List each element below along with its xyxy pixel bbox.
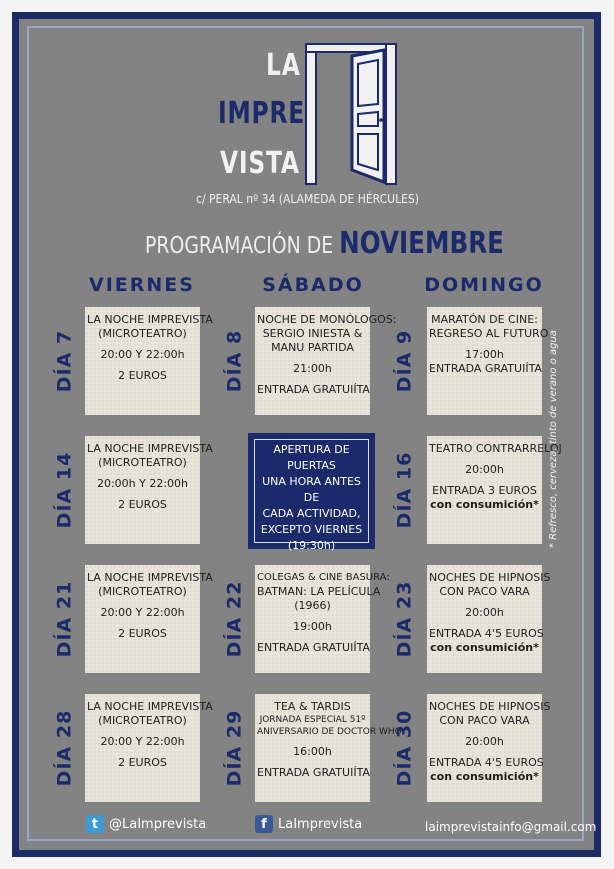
notice-line: APERTURA DE PUERTAS [273,443,350,472]
event-card [85,565,213,673]
facebook-page [255,815,362,833]
day-label: DÍA 29 [223,709,246,787]
event-line: ENTRADA 4'5 EUROS [429,756,544,769]
opening-notice-text [254,439,369,552]
event-card [85,694,213,802]
program-title [145,226,504,261]
event-line-spacer [257,759,368,766]
event-line: 16:00h [293,745,332,758]
event-line: NOCHES DE HIPNOSIS [429,700,551,713]
event-line-spacer [257,355,368,362]
day-label: DÍA 30 [393,709,416,787]
event-card [427,694,551,802]
event-line: NOCHES DE HIPNOSIS [429,571,551,584]
consumption-footnote: * Refresco, cerveza, tinto de verano o agua [548,330,559,548]
event-card [85,436,213,544]
event-line: LA NOCHE IMPREVISTA [87,571,213,584]
day-label: DÍA 14 [53,451,76,529]
event-line-spacer [87,728,198,735]
event-line: 2 EUROS [118,756,167,769]
event-card [255,694,402,802]
day-label: DÍA 9 [393,329,416,393]
event-line: ANIVERSARIO DE DOCTOR WHO [257,727,402,737]
event-line-spacer [87,470,198,477]
event-line: 2 EUROS [118,498,167,511]
day-label: DÍA 22 [223,580,246,658]
program-title-prefix: PROGRAMACIÓN DE [145,233,340,259]
twitter-handle [86,815,206,833]
event-line: COLEGAS & CINE BASURA: [257,572,390,583]
event-line: 17:00h [465,348,504,361]
event-line: LA NOCHE IMPREVISTA [87,700,213,713]
twitter-text: @LaImprevista [109,816,207,832]
event-line: ENTRADA 3 EUROS [432,484,537,497]
event-line-spacer [87,620,198,627]
facebook-text: LaImprevista [278,816,363,832]
notice-line: CADA ACTIVIDAD, [262,507,361,520]
event-line: ENTRADA GRATUIÍTA [257,766,370,779]
event-line: MANU PARTIDA [271,341,354,354]
event-card [427,565,551,673]
event-line: SERGIO INIESTA & [262,327,363,340]
event-line: REGRESO AL FUTURO [429,327,549,340]
event-line-spacer [429,477,540,484]
logo-line-2: IMPRE [218,96,306,131]
event-line: ENTRADA GRATUIÍTA [429,362,542,375]
notice-line: (19:30h) [287,539,336,552]
event-card [85,307,213,415]
event-line: 20:00h [465,463,504,476]
notice-line: EXCEPTO VIERNES [260,523,363,536]
event-line: 20:00 Y 22:00h [100,606,185,619]
event-line-spacer [87,341,198,348]
event-line: BATMAN: LA PELÍCULA [257,585,381,598]
facebook-icon: f [255,815,273,833]
logo-line-1: LA [266,48,301,83]
event-line-spacer [429,599,540,606]
event-line: con consumición* [430,770,539,783]
venue-address: c/ PERAL nº 34 (ALAMEDA DE HÉRCULES) [196,192,419,206]
event-line: (1966) [294,599,331,612]
event-line: con consumición* [430,641,539,654]
event-line: 20:00h [465,606,504,619]
event-line: NOCHE DE MONÓLOGOS: [257,313,397,326]
event-line-spacer [87,362,198,369]
day-label: DÍA 28 [53,709,76,787]
contact-email: laimprevistainfo@gmail.com [425,820,597,834]
event-line: 20:00 Y 22:00h [100,348,185,361]
event-line: con consumición* [430,498,539,511]
event-line: (MICROTEATRO) [98,585,187,598]
event-line: CON PACO VARA [439,714,530,727]
event-card [427,307,549,415]
event-line: 2 EUROS [118,627,167,640]
day-label: DÍA 21 [53,580,76,658]
event-card [427,436,562,544]
event-line: MARATÓN DE CINE: [431,313,538,326]
day-label: DÍA 8 [223,329,246,393]
event-line: LA NOCHE IMPREVISTA [87,442,213,455]
event-line: 20:00h Y 22:00h [96,477,189,490]
event-line-spacer [87,749,198,756]
event-line-spacer [429,728,540,735]
twitter-icon: t [86,815,104,833]
event-line: (MICROTEATRO) [98,327,187,340]
opening-notice [248,433,375,552]
logo-line-3: VISTA [220,146,300,181]
event-line: JORNADA ESPECIAL 51º [259,715,366,725]
event-line-spacer [87,599,198,606]
event-line-spacer [257,738,368,745]
event-line: CON PACO VARA [439,585,530,598]
event-line-spacer [429,749,540,756]
event-line-spacer [257,634,368,641]
event-line: 20:00h [465,735,504,748]
event-card [255,307,397,415]
event-line: ENTRADA GRATUIÍTA [257,383,370,396]
event-line-spacer [87,491,198,498]
event-line: (MICROTEATRO) [98,456,187,469]
notice-line: UNA HORA ANTES DE [262,475,361,504]
event-line-spacer [257,376,368,383]
dayhead-sunday: DOMINGO [424,274,544,296]
door-icon [304,42,400,186]
event-line: TEA & TARDIS [274,700,351,713]
event-line: 19:00h [293,620,332,633]
day-label: DÍA 16 [393,451,416,529]
event-line: ENTRADA GRATUIÍTA [257,641,370,654]
day-label: DÍA 23 [393,580,416,658]
event-line: 21:00h [293,362,332,375]
event-line: 2 EUROS [118,369,167,382]
event-line-spacer [429,620,540,627]
event-line: (MICROTEATRO) [98,714,187,727]
dayhead-friday: VIERNES [89,274,195,296]
event-line: TEATRO CONTRARRELOJ [429,442,562,455]
event-line-spacer [257,613,368,620]
event-line-spacer [429,341,540,348]
event-line: ENTRADA 4'5 EUROS [429,627,544,640]
dayhead-saturday: SÁBADO [262,274,364,296]
day-label: DÍA 7 [53,329,76,393]
event-line-spacer [429,456,540,463]
event-line: 20:00 Y 22:00h [100,735,185,748]
event-line: LA NOCHE IMPREVISTA [87,313,213,326]
program-month: NOVIEMBRE [339,226,504,261]
event-card [255,565,390,673]
